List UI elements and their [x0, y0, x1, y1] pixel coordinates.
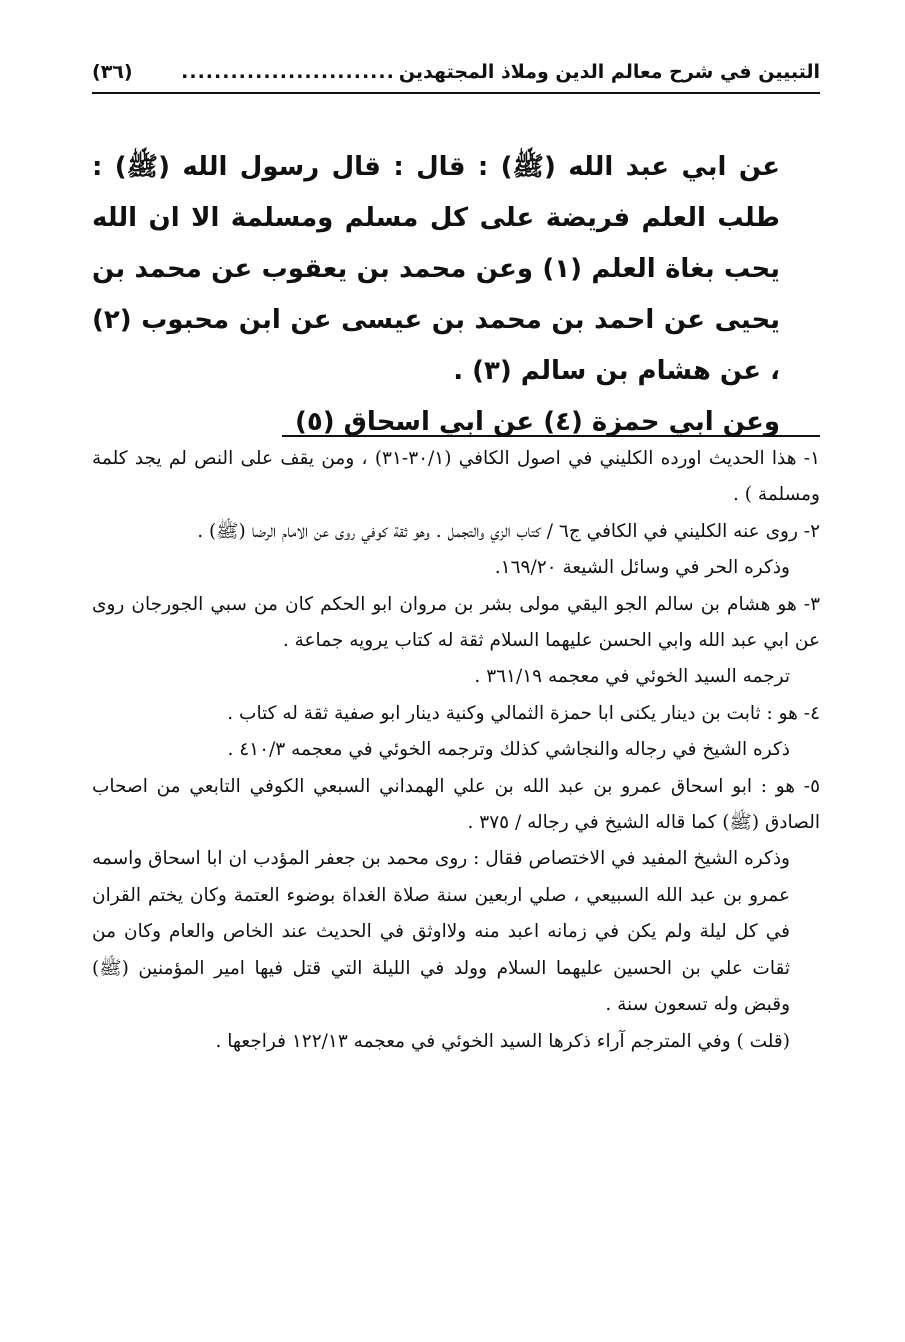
footnote-5-note: وذكره الشيخ المفيد في الاختصاص فقال : روى محمد بن جعفر المؤدب ان ابا اسحاق واسمه عمرو بن عبد الله السبيعي ، صلي اربعين سنة صلاة الغداة بوضوء العتمة وكان يختم القران في كل ليلة ولم يكن في زمانه اعبد منه ولااوثق في الحديث عند الخاص والعام وكان من ثقات علي بن الحسين عليهما السلام وولد في الليلة التي قتل فيها امير المؤمنين (ﷺ) وقبض وله تسعون سنة .	[92, 848, 790, 1016]
footnotes	[92, 441, 820, 1060]
footnote-3: ٣- هو هشام بن سالم الجو اليقي مولى بشر بن مروان ابو الحكم كان من سبي الجورجان روى عن ابي عبد الله وابي الحسن عليهما السلام ثقة له كتاب يرويه جماعة .	[92, 593, 820, 652]
header-dots: ..........................	[181, 61, 395, 83]
running-header	[92, 52, 820, 94]
page-number: (٣٦)	[92, 61, 133, 83]
book-title: التبيين في شرح معالم الدين وملاذ المجتهدين	[398, 61, 820, 83]
footnote-3-note: ترجمه السيد الخوئي في معجمه ٣٦١/١٩ .	[474, 666, 790, 688]
footnote-divider	[282, 435, 820, 437]
footnote-2-note: وذكره الحر في وسائل الشيعة ١٦٩/٢٠.	[494, 557, 790, 579]
header-title-group	[181, 61, 820, 83]
footnote-2: ٢- روى عنه الكليني في الكافي ج٦ / كتاب الزي والتجمل . وهو ثقة كوفي روى عن الامام الرضا (ﷺ) .	[197, 520, 820, 542]
footnote-5: ٥- هو : ابو اسحاق عمرو بن عبد الله بن علي الهمداني السبعي الكوفي التابعي من اصحاب الصادق (ﷺ) كما قاله الشيخ في رجاله / ٣٧٥ .	[92, 775, 820, 834]
footnote-4: ٤- هو : ثابت بن دينار يكنى ابا حمزة الثمالي وكنية دينار ابو صفية ثقة له كتاب .	[227, 702, 820, 724]
main-paragraph-1: عن ابي عبد الله (ﷺ) : قال : قال رسول الله (ﷺ) : طلب العلم فريضة على كل مسلم ومسلمة الا ان الله يحب بغاة العلم (١) وعن محمد بن يعقوب عن محمد بن يحيى عن احمد بن محمد بن عيسى عن ابن محبوب (٢) ، عن هشام بن سالم (٣) .	[92, 152, 780, 386]
main-paragraph-2: وعن ابي حمزة (٤) عن ابي اسحاق (٥)	[294, 407, 780, 437]
main-text	[92, 142, 820, 448]
footnote-4-note: ذكره الشيخ في رجاله والنجاشي كذلك وترجمه الخوئي في معجمه ٤١٠/٣ .	[227, 739, 790, 761]
footnote-5-remark: (قلت ) وفي المترجم آراء ذكرها السيد الخوئي في معجمه ١٢٢/١٣ فراجعها .	[215, 1030, 790, 1052]
footnote-1: ١- هذا الحديث اورده الكليني في اصول الكافي (٣٠/١-٣١) ، ومن يقف على النص لم يجد كلمة ومسلمة ) .	[92, 448, 820, 506]
